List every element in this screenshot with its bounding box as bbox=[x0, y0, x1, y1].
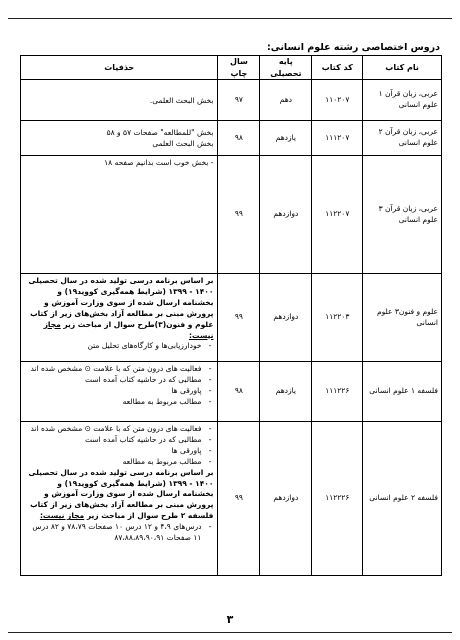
table-row bbox=[21, 80, 442, 121]
book-grade: دوازدهم bbox=[260, 274, 312, 362]
book-grade: دهم bbox=[260, 80, 312, 121]
book-name: فلسفه ۲ علوم انسانی bbox=[363, 422, 442, 576]
book-grade: دوازدهم bbox=[260, 156, 312, 274]
not-allowed-label: مجاز نیست: bbox=[43, 319, 214, 340]
print-year: ۹۸ bbox=[218, 362, 260, 422]
deleted-sections-table bbox=[20, 55, 442, 576]
table-header-row bbox=[21, 56, 442, 80]
deletion-line: - بخش خوب است بدانیم صفحه ۱۸ bbox=[104, 158, 214, 168]
deletion-line: بخش البحث العلمی bbox=[152, 139, 214, 149]
deletion-list bbox=[24, 341, 213, 352]
table-row bbox=[21, 121, 442, 156]
deletion-item: - مطالب مربوط به مطالعه bbox=[24, 397, 201, 408]
book-code: ۱۱۱۲۰۷ bbox=[312, 121, 363, 156]
header-year: سال چاپ bbox=[218, 56, 260, 80]
deletions bbox=[21, 121, 218, 156]
book-grade: یازدهم bbox=[260, 362, 312, 422]
book-name: عربی، زبان قرآن ۲ علوم انسانی bbox=[363, 121, 442, 156]
deletion-paragraph: بر اساس برنامه درسی تولید شده در سال تحصیلی ۱۴۰۰ - ۱۳۹۹ (شرایط همه‌گیری کووید۱۹) و بخشنامه ارسال شده از سوی وزارت آموزش و پرورش مبنی بر مطالعه آزاد بخش‌های زیر از کتاب فلسفه ۲ طرح سوال از مباحث زیر bbox=[28, 467, 214, 521]
header-notes: حذفیات bbox=[21, 56, 218, 80]
deletion-list bbox=[24, 522, 213, 544]
deletion-item: - درس‌های ۴،۹ و ۱۲ درس ۱۰ صفحات ۷۸،۷۹ و ۸۲ درس ۱۱ صفحات ۸۷،۸۸،۸۹،۹۰،۹۱ bbox=[24, 522, 201, 544]
deletion-list bbox=[24, 424, 213, 468]
deletion-item: - مطالب مربوط به مطالعه bbox=[24, 457, 201, 468]
table-row bbox=[21, 362, 442, 422]
deletion-line: بخش البحث العلمی. bbox=[149, 95, 214, 105]
deletion-item: - فعالیت های درون متن که با علامت ⊙ مشخص شده اند bbox=[24, 364, 201, 375]
table-row bbox=[21, 274, 442, 362]
deletion-item: - پاورقی ها bbox=[24, 386, 201, 397]
deletions bbox=[21, 156, 218, 274]
book-code: ۱۱۲۲۲۶ bbox=[312, 422, 363, 576]
top-border-line bbox=[8, 18, 452, 19]
book-code: ۱۱۱۲۲۶ bbox=[312, 362, 363, 422]
book-grade: دوازدهم bbox=[260, 422, 312, 576]
deletions bbox=[21, 274, 218, 362]
section-title: دروس اختصاصی رشته علوم انسانی: bbox=[266, 42, 440, 53]
table-row bbox=[21, 422, 442, 576]
book-name: علوم و فنون۳ علوم انسانی bbox=[363, 274, 442, 362]
deletions bbox=[21, 422, 218, 576]
not-allowed-label: مجاز نیست: bbox=[39, 511, 85, 521]
deletion-line: بخش "للمطالعه" صفحات ۵۷ و ۵۸ bbox=[106, 128, 214, 138]
deletion-item: - مطالبی که در حاشیه کتاب آمده است bbox=[24, 375, 201, 386]
deletions bbox=[21, 362, 218, 422]
book-grade: یازدهم bbox=[260, 121, 312, 156]
deletion-list bbox=[24, 364, 213, 408]
deletion-item: - خودارزیابی‌ها و کارگاه‌های تحلیل متن bbox=[24, 341, 201, 352]
book-code: ۱۱۲۲۰۷ bbox=[312, 156, 363, 274]
book-code: ۱۱۲۲۰۳ bbox=[312, 274, 363, 362]
print-year: ۹۸ bbox=[218, 121, 260, 156]
deletion-paragraph: بر اساس برنامه درسی تولید شده در سال تحصیلی ۱۴۰۰ - ۱۳۹۹ (شرایط همه‌گیری کووید۱۹) و بخشنامه ارسال شده از سوی وزارت آموزش و پرورش مبنی بر مطالعه آزاد بخش‌های زیر از کتاب علوم و فنون(۳)طرح سوال از مباحث زیر bbox=[28, 276, 214, 329]
bottom-border-line bbox=[8, 632, 452, 633]
deletion-item: - مطالبی که در حاشیه کتاب آمده است bbox=[24, 435, 201, 446]
deletion-item: - پاورقی ها bbox=[24, 446, 201, 457]
table-row bbox=[21, 156, 442, 274]
page-number: ۳ bbox=[226, 613, 234, 626]
book-code: ۱۱۰۲۰۷ bbox=[312, 80, 363, 121]
book-name: عربی، زبان قرآن ۳ علوم انسانی bbox=[363, 156, 442, 274]
book-name: عربی، زبان قرآن ۱ علوم انسانی bbox=[363, 80, 442, 121]
header-grade: پایه تحصیلی bbox=[260, 56, 312, 80]
header-code: کد کتاب bbox=[312, 56, 363, 80]
deletions bbox=[21, 80, 218, 121]
print-year: ۹۹ bbox=[218, 274, 260, 362]
print-year: ۹۹ bbox=[218, 156, 260, 274]
header-book: نام کتاب bbox=[363, 56, 442, 80]
print-year: ۹۹ bbox=[218, 422, 260, 576]
deletion-item: - فعالیت های درون متن که با علامت ⊙ مشخص شده اند bbox=[24, 424, 201, 435]
print-year: ۹۷ bbox=[218, 80, 260, 121]
book-name: فلسفه ۱ علوم انسانی bbox=[363, 362, 442, 422]
